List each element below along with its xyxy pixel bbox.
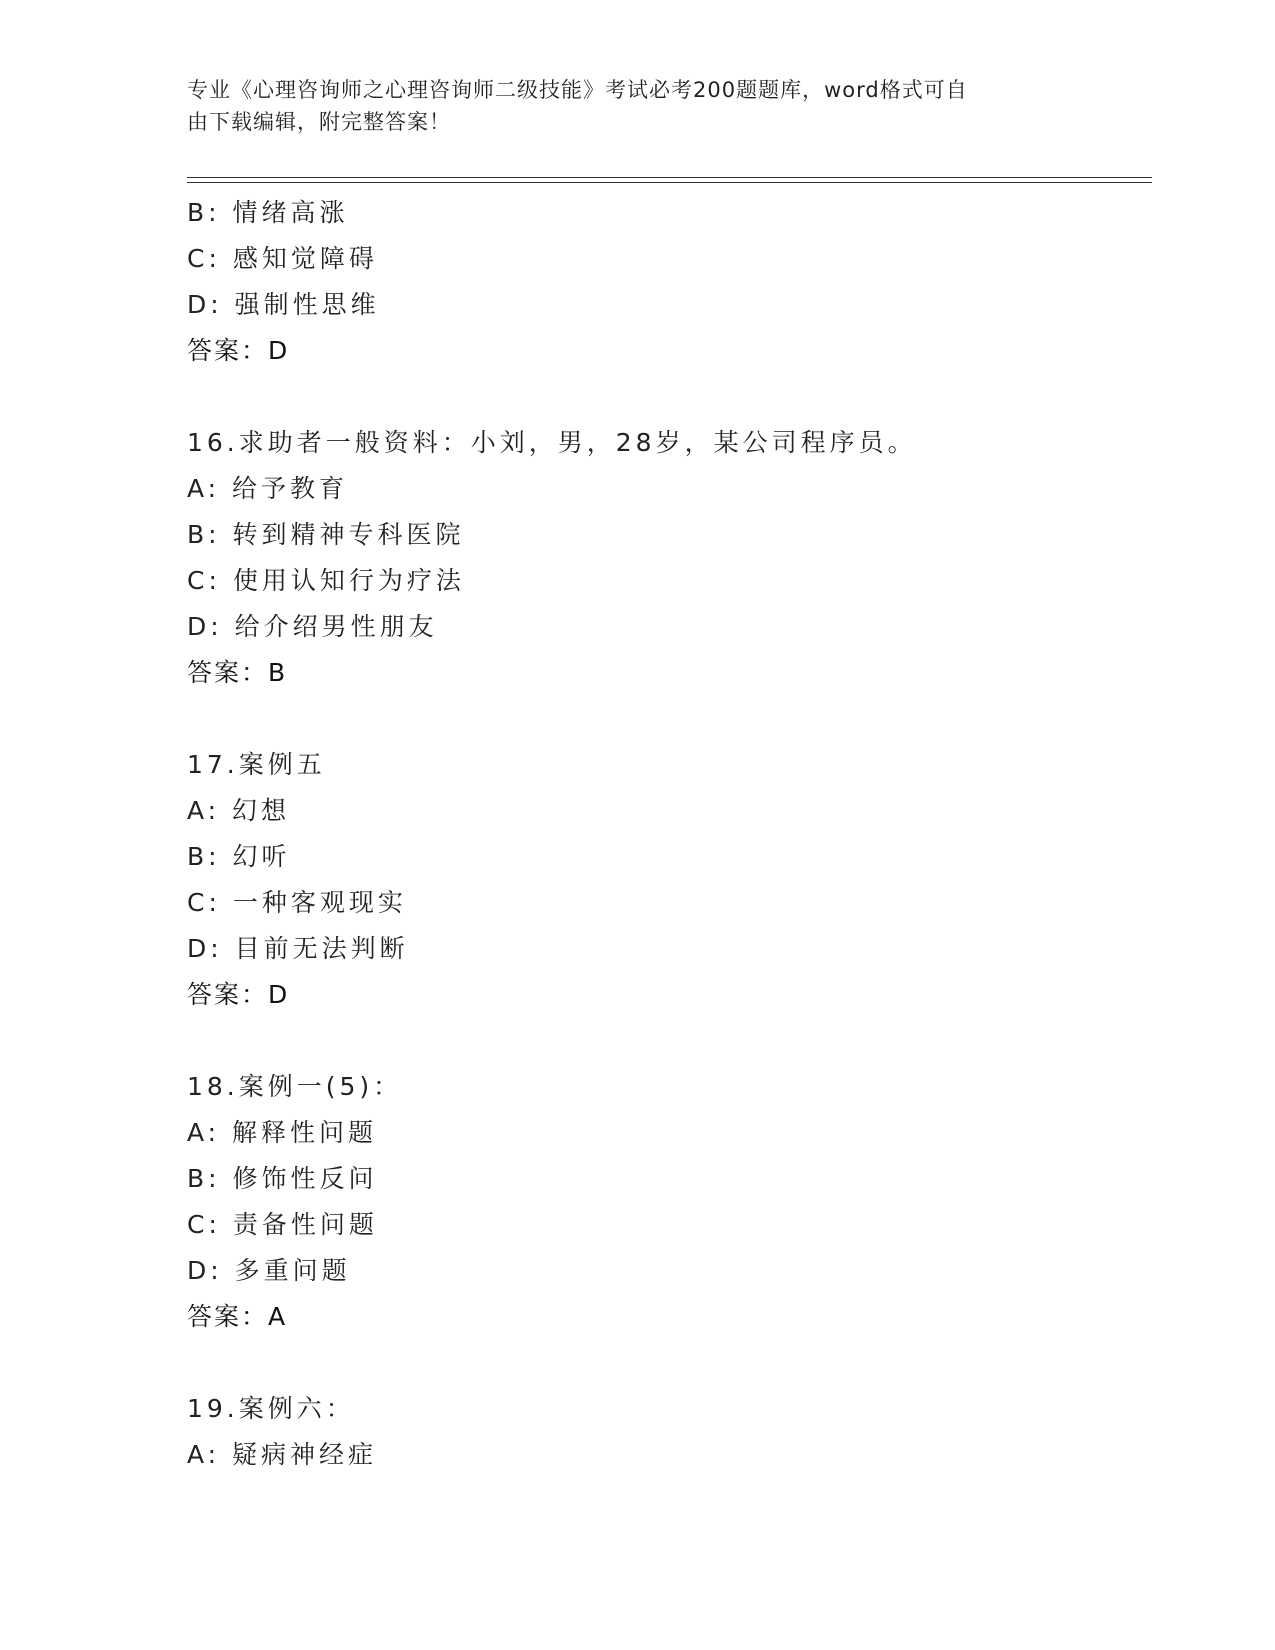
answer-line: 答案：D (187, 980, 290, 1009)
question-block (187, 420, 1137, 696)
option-d: D: 目前无法判断 (187, 934, 409, 963)
question-block (187, 742, 1137, 1018)
option-b: B: 幻听 (187, 842, 291, 871)
option-a: A: 疑病神经症 (187, 1440, 378, 1469)
document-header (187, 74, 1067, 138)
option-a: A: 解释性问题 (187, 1118, 378, 1147)
header-line-1: 专业《心理咨询师之心理咨询师二级技能》考试必考200题题库，word格式可自 (187, 78, 968, 102)
question-stem: 19.案例六： (187, 1394, 355, 1423)
header-line-2: 由下载编辑，附完整答案！ (187, 110, 451, 134)
option-d: D: 强制性思维 (187, 290, 380, 319)
question-stem: 16.求助者一般资料：小刘，男，28岁，某公司程序员。 (187, 428, 917, 457)
question-stem: 18.案例一(5)： (187, 1072, 403, 1101)
answer-line: 答案：A (187, 1302, 288, 1331)
question-block (187, 1064, 1137, 1340)
option-c: C: 责备性问题 (187, 1210, 378, 1239)
option-b: B: 情绪高涨 (187, 198, 349, 227)
option-b: B: 转到精神专科医院 (187, 520, 465, 549)
answer-line: 答案：B (187, 658, 288, 687)
question-stem: 17.案例五 (187, 750, 326, 779)
option-a: A: 幻想 (187, 796, 291, 825)
option-a: A: 给予教育 (187, 474, 349, 503)
question-block (187, 190, 1137, 374)
answer-line: 答案：D (187, 336, 290, 365)
header-divider-top (187, 177, 1152, 178)
option-c: C: 一种客观现实 (187, 888, 407, 917)
question-list (187, 190, 1137, 1478)
option-c: C: 使用认知行为疗法 (187, 566, 465, 595)
option-b: B: 修饰性反问 (187, 1164, 378, 1193)
option-d: D: 给介绍男性朋友 (187, 612, 438, 641)
header-divider-bottom (187, 182, 1152, 183)
option-c: C: 感知觉障碍 (187, 244, 378, 273)
question-block (187, 1386, 1137, 1478)
option-d: D: 多重问题 (187, 1256, 351, 1285)
